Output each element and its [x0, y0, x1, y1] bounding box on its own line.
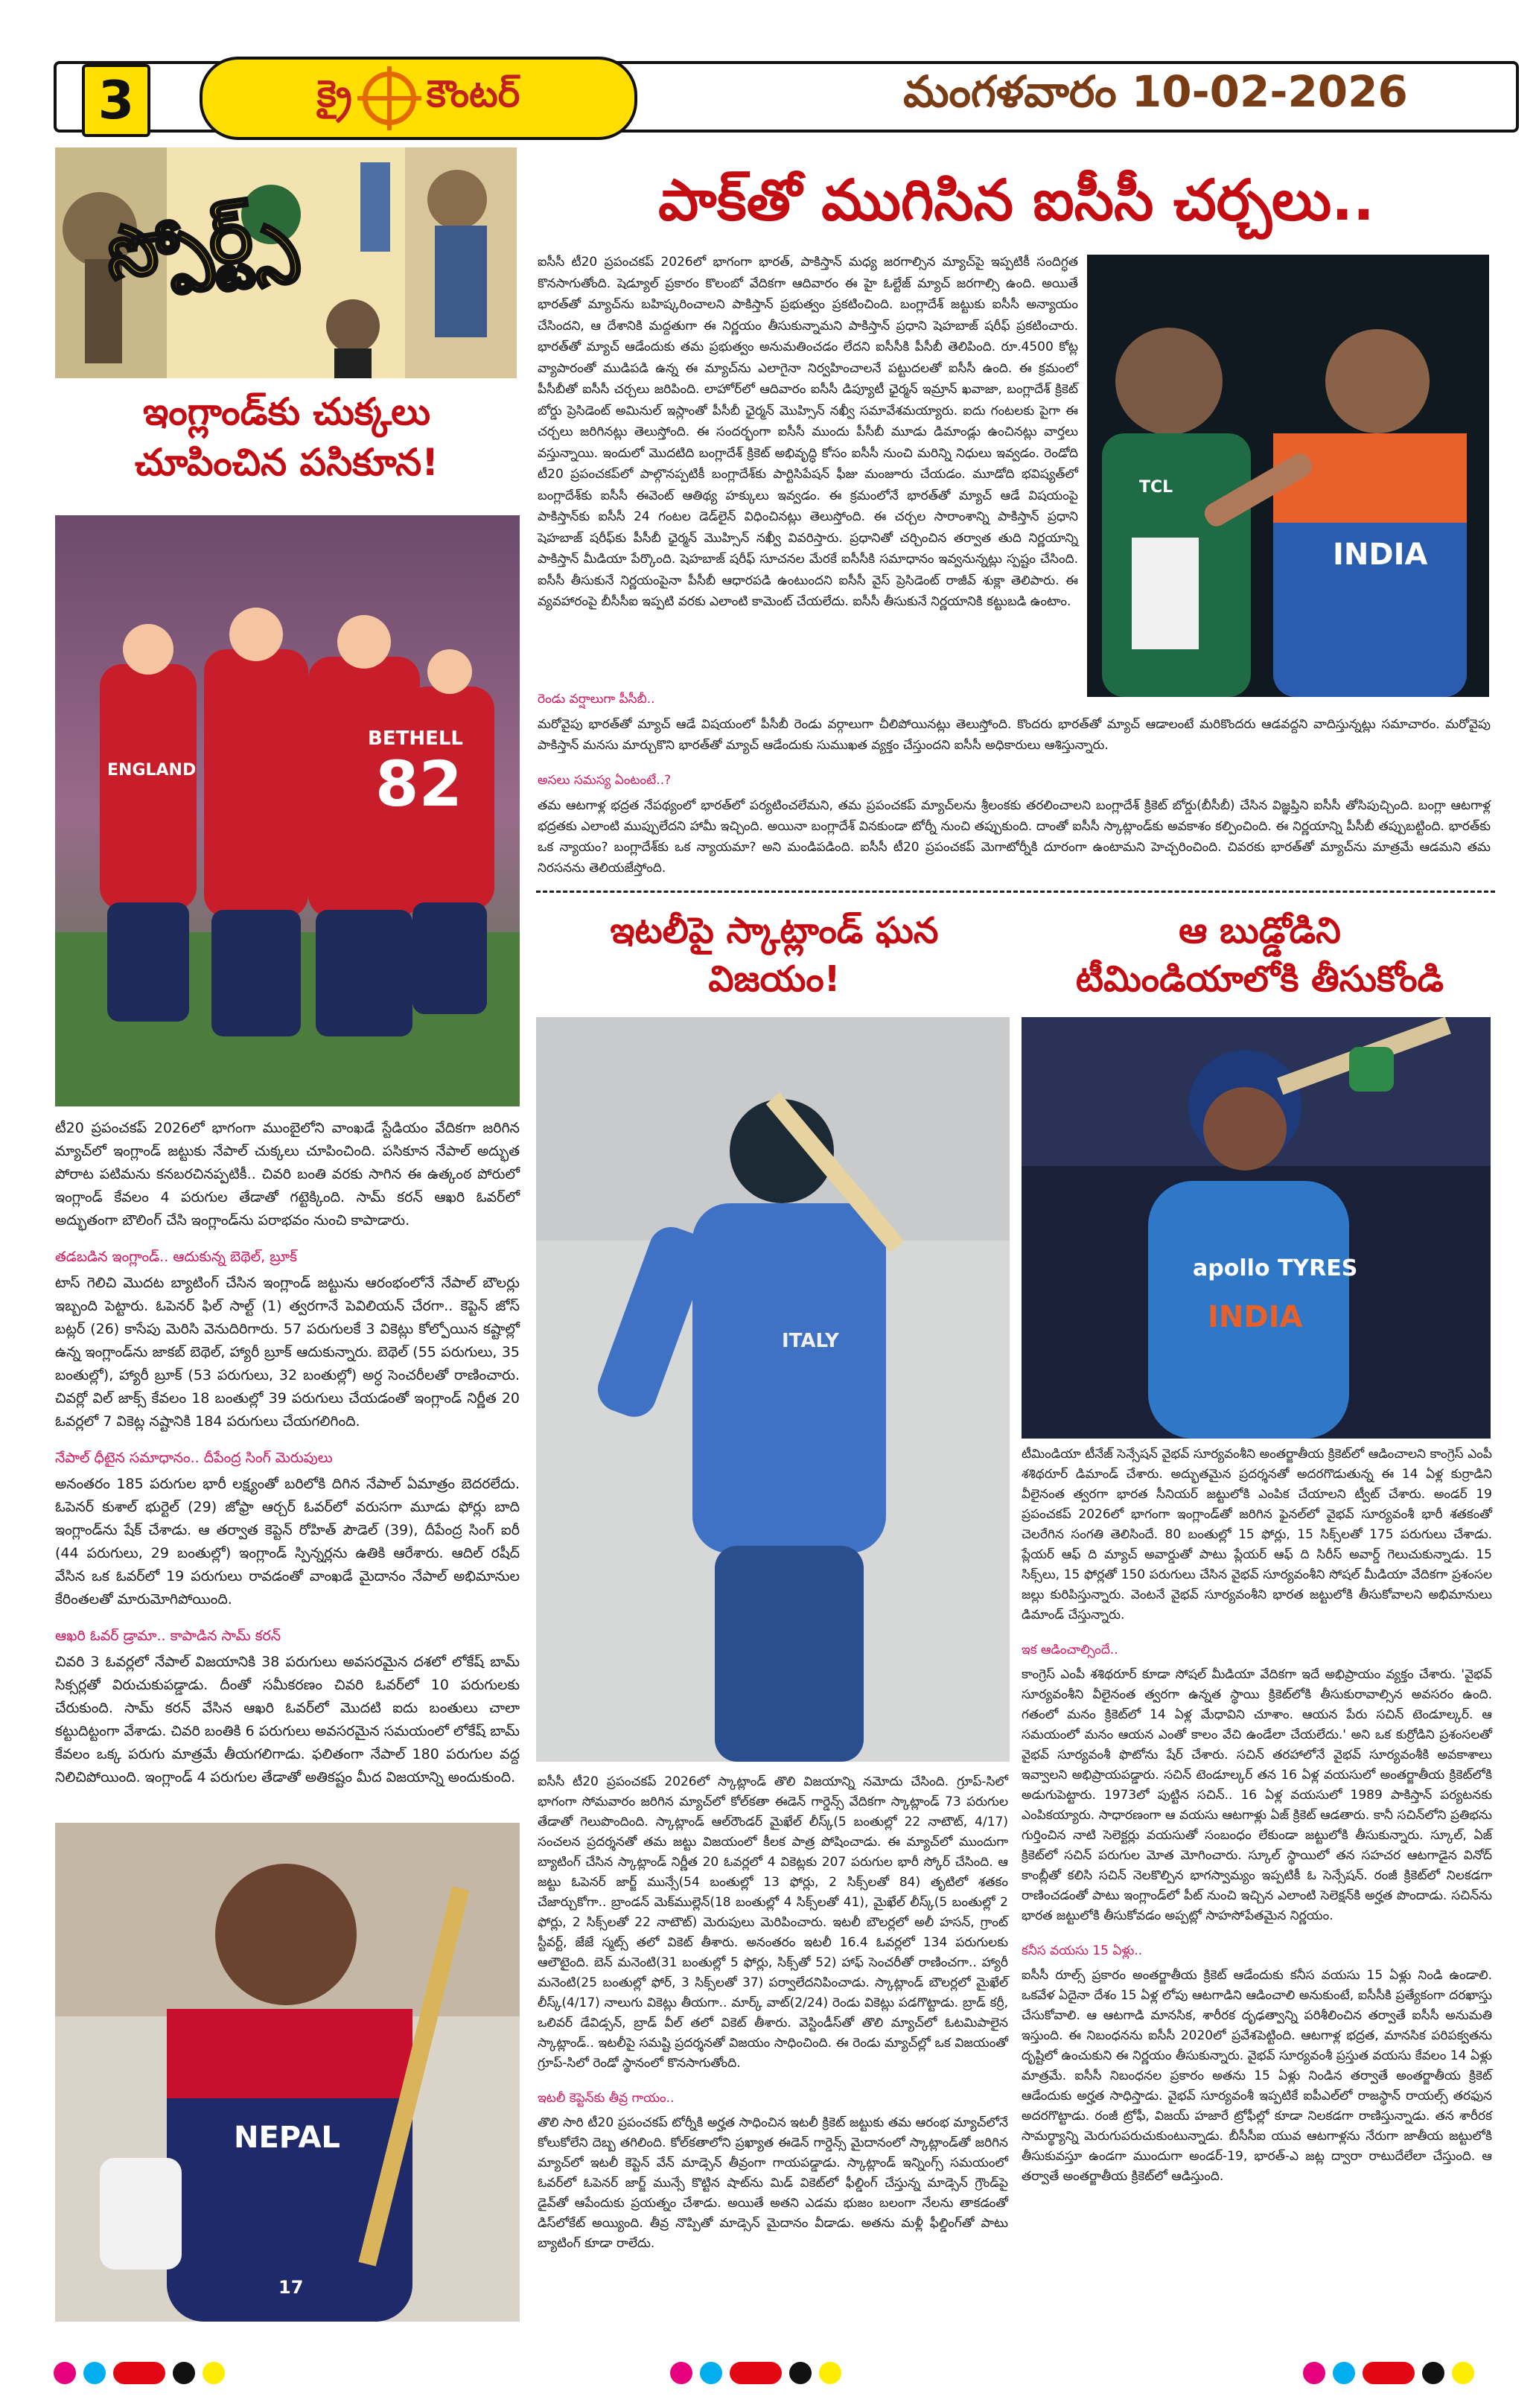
- magenta-mark: [54, 2362, 76, 2384]
- middle-article-body: [538, 1772, 1008, 2267]
- right-article-body: [1022, 1445, 1492, 2200]
- nepal-player-photo: [55, 1823, 520, 2322]
- red-mark: [730, 2362, 782, 2384]
- left-headline-line-1: ఇంగ్లాండ్‌కు చుక్కలు: [142, 390, 430, 433]
- logo-text-right: కౌంటర్: [426, 71, 520, 115]
- middle-headline: [536, 907, 1013, 1004]
- nepal-jersey-number: 17: [278, 2277, 304, 2298]
- black-mark: [173, 2362, 195, 2384]
- logo-text-left: క్రై: [316, 71, 352, 115]
- left-subheading-2: నేపాల్‌ ధీటైన సమాధానం.. దీపేంద్ర సింగ్‌ మెరుపులు: [55, 1450, 333, 1466]
- vaibhav-photo: [1022, 1017, 1491, 1439]
- sports-banner-title: స్పోర్ట్స్: [101, 187, 299, 296]
- right-subheading-2: కనీస వయసు 15 ఏళ్లు..: [1022, 1943, 1143, 1958]
- cyan-mark: [83, 2362, 106, 2384]
- yellow-mark: [819, 2362, 841, 2384]
- black-mark: [1422, 2362, 1444, 2384]
- black-mark: [789, 2362, 812, 2384]
- top-para-2: తమ ఆటగాళ్ల భద్రత నేపథ్యంలో భారత్‌లో పర్యటించలేమని, తమ ప్రపంచకప్‌ మ్యాచ్‌లను శ్రీలంకకు తరలించాలని బంగ్లాదేశ్‌ క్రికెట్‌ బోర్డు(బీసీబీ) చేసిన విజ్ఞప్తిని ఐసీసీ తోసిపుచ్చింది. బంగ్లా ఆటగాళ్ల భద్రతకు ఎలాంటి ముప్పులేదని హామీ ఇచ్చింది. అయినా బంగ్లాదేశ్‌ వినకుండా టోర్నీ నుంచి తప్పుకుంది. దాంతో ఐసీసీ స్కాట్లాండ్‌కు అవకాశం కల్పించింది. ఈ నిర్ణయాన్ని పీసీబీ తప్పుబట్టింది. భారత్‌కు ఒక న్యాయం? బంగ్లాదేశ్‌కు ఒక న్యాయమా? అని మండిపడింది. ఐసీసీ టీ20 ప్రపంచకప్‌ మెగాటోర్నీకి దూరంగా ఉంటామని హెచ్చరించింది. చివరకు భారత్‌తో మ్యాచ్‌ను మాత్రమే ఆడమని తమ నిరసనను తెలియజేస్తోంది.: [538, 798, 1491, 876]
- left-article-body: [55, 1117, 520, 1803]
- top-story-continued: [538, 670, 1491, 892]
- jersey-name: BETHELL: [368, 727, 463, 750]
- left-subheading-3: ఆఖరి ఓవర్‌ డ్రామా.. కాపాడిన సామ్‌ కరన్‌: [55, 1628, 281, 1644]
- right-headline: [1022, 907, 1498, 1004]
- photo-sponsor-text: TCL: [1139, 478, 1173, 497]
- top-subheading-1: రెండు వర్షాలుగా పీసీబీ..: [538, 692, 655, 707]
- top-subheading-2: అసలు సమస్య ఏంటంటే..?: [538, 773, 672, 788]
- right-para-1: టీమిండియా టీనేజ్‌ సెన్సేషన్‌ వైభవ్‌ సూర్యవంశీని అంతర్జాతీయ క్రికెట్‌లో ఆడించాలని కాంగ్రెస్‌ ఎంపీ శశిథరూర్‌ డిమాండ్‌ చేశారు. అద్భుతమైన ప్రదర్శనతో అదరగొడుతున్న ఈ 14 ఏళ్ల కుర్రాడిని వీలైనంత త్వరగా భారత సీనియర్‌ జట్టులోకి ఎంపిక చేయాలని ట్వీట్‌ చేశారు. అండర్‌ 19 ప్రపంచకప్‌ 2026లో భాగంగా ఇంగ్లాండ్‌తో జరిగిన ఫైనల్‌లో వైభవ్‌ సూర్యవంశీ భారీ శతకంతో చెలరేగిన సంగతి తెలిసిందే. 80 బంతుల్లో 15 ఫోర్లు, 15 సిక్స్‌లతో 175 పరుగులు చేశాడు. ప్లేయర్‌ ఆఫ్‌ ది మ్యాచ్‌ అవార్డుతో పాటు ప్లేయర్‌ ఆఫ్‌ ది సిరీస్‌ అవార్డ్‌ గెలుచుకున్నాడు. 15 సిక్స్‌లు, 15 ఫోర్లతో 150 పరుగులు చేసిన వైభవ్‌ సూర్యవంశీని సోషల్‌ మీడియా వేదికగా ప్రశంసల జల్లు కురిపిస్తున్నారు. వెంటనే వైభవ్‌ సూర్యవంశీని భారత జట్టులోకి తీసుకోవాలని అభిమానులు డిమాండ్‌ చేస్తున్నారు.: [1022, 1447, 1492, 1622]
- top-para-1: మరోవైపు భారత్‌తో మ్యాచ్‌ ఆడే విషయంలో పీసీబీ రెండు వర్గాలుగా చీలిపోయినట్లు తెలుస్తోంది. కొందరు భారత్‌తో మ్యాచ్‌ ఆడాలంటే మరికొందరు ఆడవద్దని వాదిస్తున్నట్లు సమాచారం. మరోవైపు పాకిస్తాన్‌ మనసు మార్చుకొని భారత్‌తో మ్యాచ్‌ ఆడేందుకు సుముఖత వ్యక్తం చేస్తుందని ఐసీసీ అధికారులు ఆశిస్తున్నారు.: [538, 717, 1491, 753]
- issue-date: మంగళవారం 10-02-2026: [903, 66, 1408, 117]
- color-marks-left: [54, 2362, 225, 2384]
- red-mark: [113, 2362, 165, 2384]
- middle-para-2: తొలి సారి టీ20 ప్రపంచకప్‌ టోర్నీకి అర్హత సాధించిన ఇటలీ క్రికెట్‌ జట్టుకు తమ ఆరంభ మ్యాచ్‌లోనే కోలుకోలేని దెబ్బ తగిలింది. కోల్‌కతాలోని ప్రఖ్యాత ఈడెన్‌ గార్డెన్స్‌ మైదానంలో స్కాట్లాండ్‌తో జరిగిన మ్యాచ్‌లో ఇటలీ కెప్టెన్‌ వేన్‌ మాడ్సెన్‌ తీవ్రంగా గాయపడ్డాడు. స్కాట్లాండ్‌ ఇన్నింగ్స్‌ సమయంలో ఓవర్‌లో ఓపెనర్‌ జార్జ్‌ మున్సే కొట్టిన షాట్‌ను మిడ్‌ వికెట్‌లో ఫీల్డింగ్‌ చేస్తున్న మాడ్సెన్‌ గ్రౌండ్‌పై డైవ్‌తో ఆపేందుకు ప్రయత్నం చేశాడు. అయితే అతని ఎడమ భుజం బలంగా నేలను తాకడంతో డిస్‌లోకేట్‌ అయ్యింది. తీవ్ర నొప్పితో మాడ్సెన్‌ మైదానం వీడాడు. అతను మళ్లీ ఫీల్డింగ్‌తో పాటు బ్యాటింగ్‌ కూడా రాలేదు.: [538, 2115, 1008, 2251]
- left-intro: టీ20 ప్రపంచకప్‌ 2026లో భాగంగా ముంబైలోని వాంఖడే స్టేడియం వేదికగా జరిగిన మ్యాచ్‌లో ఇంగ్లాండ్‌ జట్టుకు నేపాల్‌ చుక్కలు చూపించింది. పసికూన నేపాల్‌ అద్భుత పోరాట పటిమను కనబరచినప్పటికీ.. చివరి బంతి వరకు సాగిన ఈ ఉత్కంఠ పోరులో ఇంగ్లాండ్‌ కేవలం 4 పరుగుల తేడాతో గట్టెక్కింది. సామ్‌ కరన్‌ ఆఖరి ఓవర్‌లో అద్భుతంగా బౌలింగ్‌ చేసి ఇంగ్లాండ్‌ను పరాభవం నుంచి కాపాడారు.: [55, 1120, 520, 1229]
- right-headline-line-1: ఆ బుడ్డోడిని: [1179, 910, 1341, 952]
- left-headline: [52, 387, 521, 488]
- batter-jersey-text: ITALY: [782, 1330, 839, 1352]
- yellow-mark: [1452, 2362, 1474, 2384]
- nepal-player-image: [55, 1823, 520, 2322]
- color-marks-right: [1303, 2362, 1474, 2384]
- vaibhav-image: [1022, 1017, 1491, 1439]
- crosshair-icon: [363, 71, 416, 125]
- right-headline-line-2: టీమిండియాలోకి తీసుకోండి: [1075, 958, 1444, 1000]
- scotland-batter-image: [536, 1017, 1010, 1762]
- right-para-2: కాంగ్రెస్‌ ఎంపీ శశిథరూర్‌ కూడా సోషల్‌ మీడియా వేదికగా ఇదే అభిప్రాయం వ్యక్తం చేశారు. 'వైభవ్‌ సూర్యవంశీని వీలైనంత త్వరగా ఉన్నత స్థాయి క్రికెట్‌లోకి తీసుకురావాల్సిన అవసరం ఉంది. గతంలో మనం క్రికెట్‌లో 14 ఏళ్ల మేధావిని చూశాం. ఆయన పేరు సచిన్‌ టెండూల్కర్‌. ఆ సమయంలో మనం ఆయన ఎంతో కాలం వేచి ఉండేలా చేయలేదు.' అని ఒక కుర్రోడిని ప్రశంసలతో వైభవ్‌ సూర్యవంశీ ఫొటోను షేర్‌ చేశారు. సచిన్‌ తరహాలోనే వైభవ్‌ సూర్యవంశీకి అవకాశాలు ఇవ్వాలని అభిప్రాయపడ్డారు. సచిన్‌ టెండూల్కర్‌ తన 16 ఏళ్ల వయసులో అంతర్జాతీయ క్రికెట్‌లోకి అడుగుపెట్టారు. 1973లో పుట్టిన సచిన్‌.. 16 ఏళ్ల వయసులో 1989 పాకిస్తాన్‌ పర్యటనకు ఎంపికయ్యారు. సాధారణంగా ఆ వయసు ఆటగాళ్లు ఏజ్‌ క్రికెట్‌ ఆడతారు. కానీ సచిన్‌లోని ప్రతిభను గుర్తించిన నాటి సెలెక్టర్లు వయసుతో సంబంధం లేకుండా జట్టులోకి తీసుకున్నారు. స్కూల్‌, ఏజ్‌ క్రికెట్‌లో సచిన్‌ పరుగుల మోత మోగించారు. స్కూల్‌ స్థాయిలో తన సహచర ఆటగాడైన వినోద్‌ కాంబ్లీతో కలిసి సచిన్‌ నెలకొల్పిన భాగస్వామ్యం ఇప్పటికీ ఓ సెన్సేషన్‌. రంజీ క్రికెట్‌లో నిలకడగా రాణించడంతో పాటు ఇంగ్లాండ్‌లో పీట్‌ నుంచి ఇచ్చిన ఎలాంటి సెలెక్షన్‌కి అర్హత పొందాడు. సచిన్‌ను భారత జట్టులోకి తీసుకోవడం అప్పట్లో సాహసోపేతమైన నిర్ణయం.: [1022, 1667, 1492, 1923]
- yellow-mark: [203, 2362, 225, 2384]
- vaibhav-team-text: INDIA: [1208, 1300, 1303, 1334]
- right-subheading-1: ఇక ఆడించాల్సిందే..: [1022, 1643, 1118, 1657]
- nepal-jersey-text: NEPAL: [234, 2121, 340, 2155]
- photo-team-text: INDIA: [1333, 538, 1428, 572]
- top-story-headline: పాక్‌తో ముగిసిన ఐసీసీ చర్చలు..: [658, 167, 1374, 233]
- red-mark: [1363, 2362, 1415, 2384]
- left-para-3: చివరి 3 ఓవర్లలో నేపాల్‌ విజయానికి 38 పరుగులు అవసరమైన దశలో లోకేష్‌ బామ్‌ సిక్సర్లతో విరుచుకుపడ్డాడు. దీంతో సమీకరణం చివరి ఓవర్‌లో 10 పరుగులకు చేరుకుంది. సామ్‌ కరన్‌ వేసిన ఆఖరి ఓవర్‌లో మొదటి ఐదు బంతులు చాలా కట్టుదిట్టంగా వేశాడు. చివరి బంతికి 6 పరుగులు అవసరమైన సమయంలో లోకేష్‌ బామ్‌ కేవలం ఒక్క పరుగు మాత్రమే తీయగలిగాడు. ఫలితంగా నేపాల్‌ 180 పరుగుల వద్ద నిలిచిపోయింది. ఇంగ్లాండ్‌ 4 పరుగుల తేడాతో అతికష్టం మీద విజయాన్ని అందుకుంది.: [55, 1654, 520, 1786]
- england-celebration-photo: [55, 515, 520, 1106]
- scotland-batter-photo: [536, 1017, 1010, 1762]
- magenta-mark: [1303, 2362, 1325, 2384]
- section-divider: [536, 891, 1495, 893]
- page-number: 3: [82, 64, 150, 137]
- left-para-2: అనంతరం 185 పరుగుల భారీ లక్ష్యంతో బరిలోకి దిగిన నేపాల్‌ ఏమాత్రం బెదరలేదు. ఓపెనర్‌ కుశాల్‌ భుర్టెల్‌ (29) జోఫ్రా ఆర్చర్‌ ఓవర్‌లో వరుసగా మూడు ఫోర్లు బాది ఇంగ్లాండ్‌ను షేక్‌ చేశాడు. ఆ తర్వాత కెప్టెన్‌ రోహిత్‌ పౌడెల్‌ (39), దీపేంద్ర సింగ్‌ ఐరీ (44 పరుగులు, 29 బంతుల్లో) ఇంగ్లాండ్‌ స్పిన్నర్లను ఉతికి ఆరేశారు. ఆదిల్‌ రషీద్‌ వేసిన ఒక ఓవర్‌లో 19 పరుగులు రావడంతో వాంఖడే మైదానం నేపాల్‌ అభిమానుల కేరింతలతో మారుమోగిపోయింది.: [55, 1476, 520, 1608]
- jersey-number: 82: [375, 748, 462, 821]
- newspaper-logo[interactable]: [200, 57, 637, 140]
- middle-para-1: ఐసీసీ టీ20 ప్రపంచకప్‌ 2026లో స్కాట్లాండ్‌ తొలి విజయాన్ని నమోదు చేసింది. గ్రూప్‌-సిలో భాగంగా సోమవారం జరిగిన మ్యాచ్‌లో కోల్‌కతా ఈడెన్‌ గార్డెన్స్‌ వేదికగా స్కాట్లాండ్‌ 73 పరుగుల తేడాతో గెలుపొందింది. స్కాట్లాండ్‌ ఆల్‌రౌండర్‌ మైఖేల్‌ లీస్క్‌(5 బంతుల్లో 22 నాటౌట్‌, 4/17) సంచలన ప్రదర్శనతో తమ జట్టు విజయంలో కీలక పాత్ర పోషించాడు. ఈ మ్యాచ్‌లో ముందుగా బ్యాటింగ్‌ చేసిన స్కాట్లాండ్‌ నిర్ణీత 20 ఓవర్లలో 4 వికెట్లకు 207 పరుగుల భారీ స్కోర్‌ చేసింది. ఆ జట్టు ఓపెనర్‌ జార్జ్‌ మున్సే(54 బంతుల్లో 13 ఫోర్లు, 2 సిక్స్‌లతో 84) తృటిలో శతకం చేజార్చుకోగా.. బ్రాండన్‌ మెక్‌ముల్లెన్‌(18 బంతుల్లో 4 సిక్స్‌లతో 41), మైఖేల్‌ లీస్క్‌(5 బంతుల్లో 2 ఫోర్లు, 2 సిక్స్‌లతో 22 నాటౌట్‌) మెరుపులు మెరిపించారు. ఇటలీ బౌలర్లలో అలీ హసన్‌, గ్రాంట్‌ స్టీవర్ట్‌, జేజే స్మట్స్‌ తలో వికెట్‌ తీశారు. అనంతరం ఇటలీ 16.4 ఓవర్లలో 134 పరుగులకు ఆలౌటైంది. బెన్‌ మనెంటి(31 బంతుల్లో 5 ఫోర్లు, సిక్స్‌తో 52) హాఫ్‌ సెంచరీతో రాణించగా.. హ్యారీ మనెంటి(25 బంతుల్లో ఫోర్‌, 3 సిక్స్‌లతో 37) పర్వాలేదనిపించాడు. స్కాట్లాండ్‌ బౌలర్లలో మైఖేల్‌ లీస్క్‌(4/17) నాలుగు వికెట్లు తీయగా.. మార్క్‌ వాట్‌(2/24) రెండు వికెట్లు పడగొట్టాడు. బ్రాడ్‌ కర్రీ, ఒలివర్‌ డేవిడ్సన్‌, బ్రాడ్‌ వీల్‌ తలో వికెట్‌ తీశారు. వెస్టిండీస్‌తో తొలి మ్యాచ్‌లో ఓటమిపాలైన స్కాట్లాండ్‌.. ఇటలీపై సమష్టి ప్రదర్శనతో విజయం సాధించింది. ఈ రెండు మ్యాచ్‌ల్లో ఒక విజయంతో గ్రూప్‌-సిలో రెండో స్థానంలో కొనసాగుతోంది.: [538, 1774, 1008, 2071]
- left-headline-line-2: చూపించిన పసికూన!: [134, 440, 439, 484]
- top-story-intro: ఐసీసీ టీ20 ప్రపంచకప్‌ 2026లో భాగంగా భారత్‌, పాకిస్తాన్‌ మధ్య జరగాల్సిన మ్యాచ్‌పై ఇప్పటికీ సందిగ్ధత కొనసాగుతోంది. షెడ్యూల్‌ ప్రకారం కొలంబో వేదికగా ఆదివారం ఈ హై ఓల్టేజ్‌ మ్యాచ్‌ జరగాల్సి ఉంది. అయితే భారత్‌తో మ్యాచ్‌ను బహిష్కరించాలని పాకిస్తాన్‌ ప్రభుత్వం ప్రకటించింది. బంగ్లాదేశ్‌ జట్టుకు ఐసీసీ అన్యాయం చేసిందని, ఆ దేశానికి మద్దతుగా ఈ నిర్ణయం తీసుకున్నామని పాకిస్తాన్‌ ప్రధాని షెహబాజ్‌ షరీఫ్‌ ప్రకటించారు. భారత్‌తో మ్యాచ్‌ ఆడేందుకు తమ ప్రభుత్వం అనుమతించడం లేదని ఐసీసీకి పీసీబీ తెలిపింది. రూ.4500 కోట్ల వ్యాపారంతో ముడిపడి ఉన్న ఈ మ్యాచ్‌ను ఎలాగైనా నిర్వహించాలనే పట్టుదలతో ఐసీసీ ఉంది. ఈ క్రమంలో పీసీబీతో ఐసీసీ చర్చలు జరిపింది. లాహోర్‌లో ఆదివారం ఐసీసీ డిప్యూటీ ఛైర్మన్‌ ఇమ్రాన్‌ ఖవాజా, బంగ్లాదేశ్‌ క్రికెట్‌ బోర్డు ప్రెసిడెంట్‌ అమినుల్‌ ఇస్లాంతో పీసీబీ ఛైర్మన్‌ మొహ్సిన్‌ నఖ్వీ సమావేశమయ్యారు. ఐదు గంటలకు పైగా ఈ చర్చలు జరిగినట్లు తెలుస్తోంది. ఈ సందర్భంగా ఐసీసీ ముందు పీసీబీ మూడు డిమాండ్లు ఉంచినట్లు వార్తలు వస్తున్నాయి. ఇందులో మొదటిది బంగ్లాదేశ్‌ క్రికెట్‌ అభివృద్ధి కోసం ఐసీసీ నుంచి మరిన్ని నిధులు ఇవ్వడం. రెండోది టీ20 ప్రపంచకప్‌లో పాల్గొనప్పటికీ బంగ్లాదేశ్‌కు పార్టిసిపేషన్‌ ఫీజు మంజూరు చేయడం. మూడోది భవిష్యత్‌లో బంగ్లాదేశ్‌కు ఐసీసీ ఈవెంట్‌ ఆతిథ్య హక్కులు ఇవ్వడం. ఈ క్రమంలోనే భారత్‌తో మ్యాచ్‌ ఆడే విషయంపై పాకిస్తాన్‌కు ఐసీసీ 24 గంటల డెడ్‌లైన్‌ విధించినట్లు తెలుస్తోంది. ఈ చర్చల సారాంశాన్ని పాకిస్తాన్‌ ప్రధాని షెహబాజ్‌ షరీఫ్‌కు పీసీబీ ఛైర్మన్‌ మొహ్సిన్‌ నఖ్వీ వివరిస్తారు. ప్రధానితో చర్చించిన తర్వాత తుది నిర్ణయాన్ని పాకిస్తాన్‌ మీడియా పేర్కొంది. షెహబాజ్‌ షరీఫ్‌ సూచనల మేరకే ఐసీసీకి సమాధానం ఇవ్వనున్నట్లు స్పష్టం చేసింది. ఐసీసీ తీసుకునే నిర్ణయంపైనా పీసీబీ ఆధారపడి ఉంటుందని ఐసీసీ వైస్‌ ప్రెసిడెంట్‌ రాజీవ్‌ శుక్లా తెలిపారు. ఈ వ్యవహారంపై బీసీసీఐ ఇప్పటి వరకు ఎలాంటి కామెంట్‌ చేయలేదు. ఐసీసీ తీసుకునే నిర్ణయానికి కట్టుబడి ఉంటాం.: [538, 255, 1078, 609]
- cyan-mark: [1333, 2362, 1355, 2384]
- vaibhav-sponsor-text: apollo TYRES: [1193, 1255, 1358, 1281]
- middle-subheading-1: ఇటలీ కెప్టెన్‌కు తీవ్ర గాయం..: [538, 2091, 675, 2106]
- left-subheading-1: తడబడిన ఇంగ్లాండ్‌.. ఆదుకున్న బెథెల్‌, బ్రూక్‌: [55, 1249, 298, 1265]
- magenta-mark: [670, 2362, 692, 2384]
- captains-image: [1087, 255, 1489, 697]
- color-marks-center: [670, 2362, 841, 2384]
- right-para-3: ఐసీసీ రూల్స్‌ ప్రకారం అంతర్జాతీయ క్రికెట్‌ ఆడేందుకు కనీస వయసు 15 ఏళ్లు నిండి ఉండాలి. ఒకవేళ ఏదైనా దేశం 15 ఏళ్ల లోపు ఆటగాడిని ఆడించాలి అనుకుంటే, ఐసీసీకి ప్రత్యేకంగా దరఖాస్తు చేసుకోవాలి. ఆ ఆటగాడి మానసిక, శారీరక దృఢత్వాన్ని పరిశీలించిన తర్వాతే ఐసీసీ అనుమతి ఇస్తుంది. ఈ నిబంధనను ఐసీసీ 2020లో ప్రవేశపెట్టింది. ఆటగాళ్ల భద్రత, మానసిక పరిపక్వతను దృష్టిలో ఉంచుకుని ఈ నిర్ణయం తీసుకున్నారు. వైభవ్‌ సూర్యవంశీ ప్రస్తుత వయసు కేవలం 14 ఏళ్లు మాత్రమే. ఐసీసీ నిబంధనల ప్రకారం అతను 15 ఏళ్లు నిండిన తర్వాతే అంతర్జాతీయ క్రికెట్‌ ఆడేందుకు అర్హత సాధిస్తాడు. వైభవ్‌ సూర్యవంశీ ఇప్పటికే ఐపీఎల్‌లో రాజస్థాన్‌ రాయల్స్‌ తరఫున అదరగొట్టాడు. రంజీ ట్రోఫీ, విజయ్‌ హజారే ట్రోఫీల్లో కూడా నిలకడగా రాణిస్తున్నాడు. తన శారీరక సామర్థ్యాన్ని మెరుగుపరుచుకుంటున్నాడు. బీసీసీఐ యువ ఆటగాళ్లను నేరుగా జాతీయ జట్టులోకి తీసుకువస్తూ ఉండగా ముందుగా అండర్‌-19, భారత్‌-ఎ జట్ల ద్వారా రాటుదేలేలా చేస్తుంది. ఆ తర్వాతే అంతర్జాతీయ క్రికెట్‌లో ఆడిస్తుంది.: [1022, 1968, 1492, 2184]
- jersey-team: ENGLAND: [107, 761, 197, 780]
- middle-headline-line-2: విజయం!: [708, 958, 841, 1000]
- cyan-mark: [700, 2362, 722, 2384]
- sports-banner: [55, 147, 517, 378]
- left-para-1: టాస్‌ గెలిచి మొదట బ్యాటింగ్‌ చేసిన ఇంగ్లాండ్‌ జట్టును ఆరంభంలోనే నేపాల్‌ బౌలర్లు ఇబ్బంది పెట్టారు. ఓపెనర్‌ ఫిల్‌ సాల్ట్‌ (1) త్వరగానే పెవిలియన్ చేరగా.. కెప్టెన్‌ జోస్‌ బట్లర్‌ (26) కాసేపు మెరిసి వెనుదిరిగారు. 57 పరుగులకే 3 వికెట్లు కోల్పోయిన కష్టాల్లో ఉన్న ఇంగ్లాండ్‌ను జాకబ్‌ బెథెల్‌, హ్యారీ బ్రూక్‌ ఆదుకున్నారు. బెథెల్‌ (55 పరుగులు, 35 బంతుల్లో), హ్యారీ బ్రూక్‌ (53 పరుగులు, 32 బంతుల్లో) అర్ధ సెంచరీలతో రాణించారు. చివర్లో విల్‌ జాక్స్‌ కేవలం 18 బంతుల్లో 39 పరుగులు చేయడంతో ఇంగ్లాండ్‌ నిర్ణీత 20 ఓవర్లలో 7 వికెట్ల నష్టానికి 184 పరుగులు చేయగలిగింది.: [55, 1275, 520, 1430]
- captains-toss-photo: [1087, 255, 1489, 697]
- middle-headline-line-1: ఇటలీపై స్కాట్లాండ్‌ ఘన: [610, 910, 939, 952]
